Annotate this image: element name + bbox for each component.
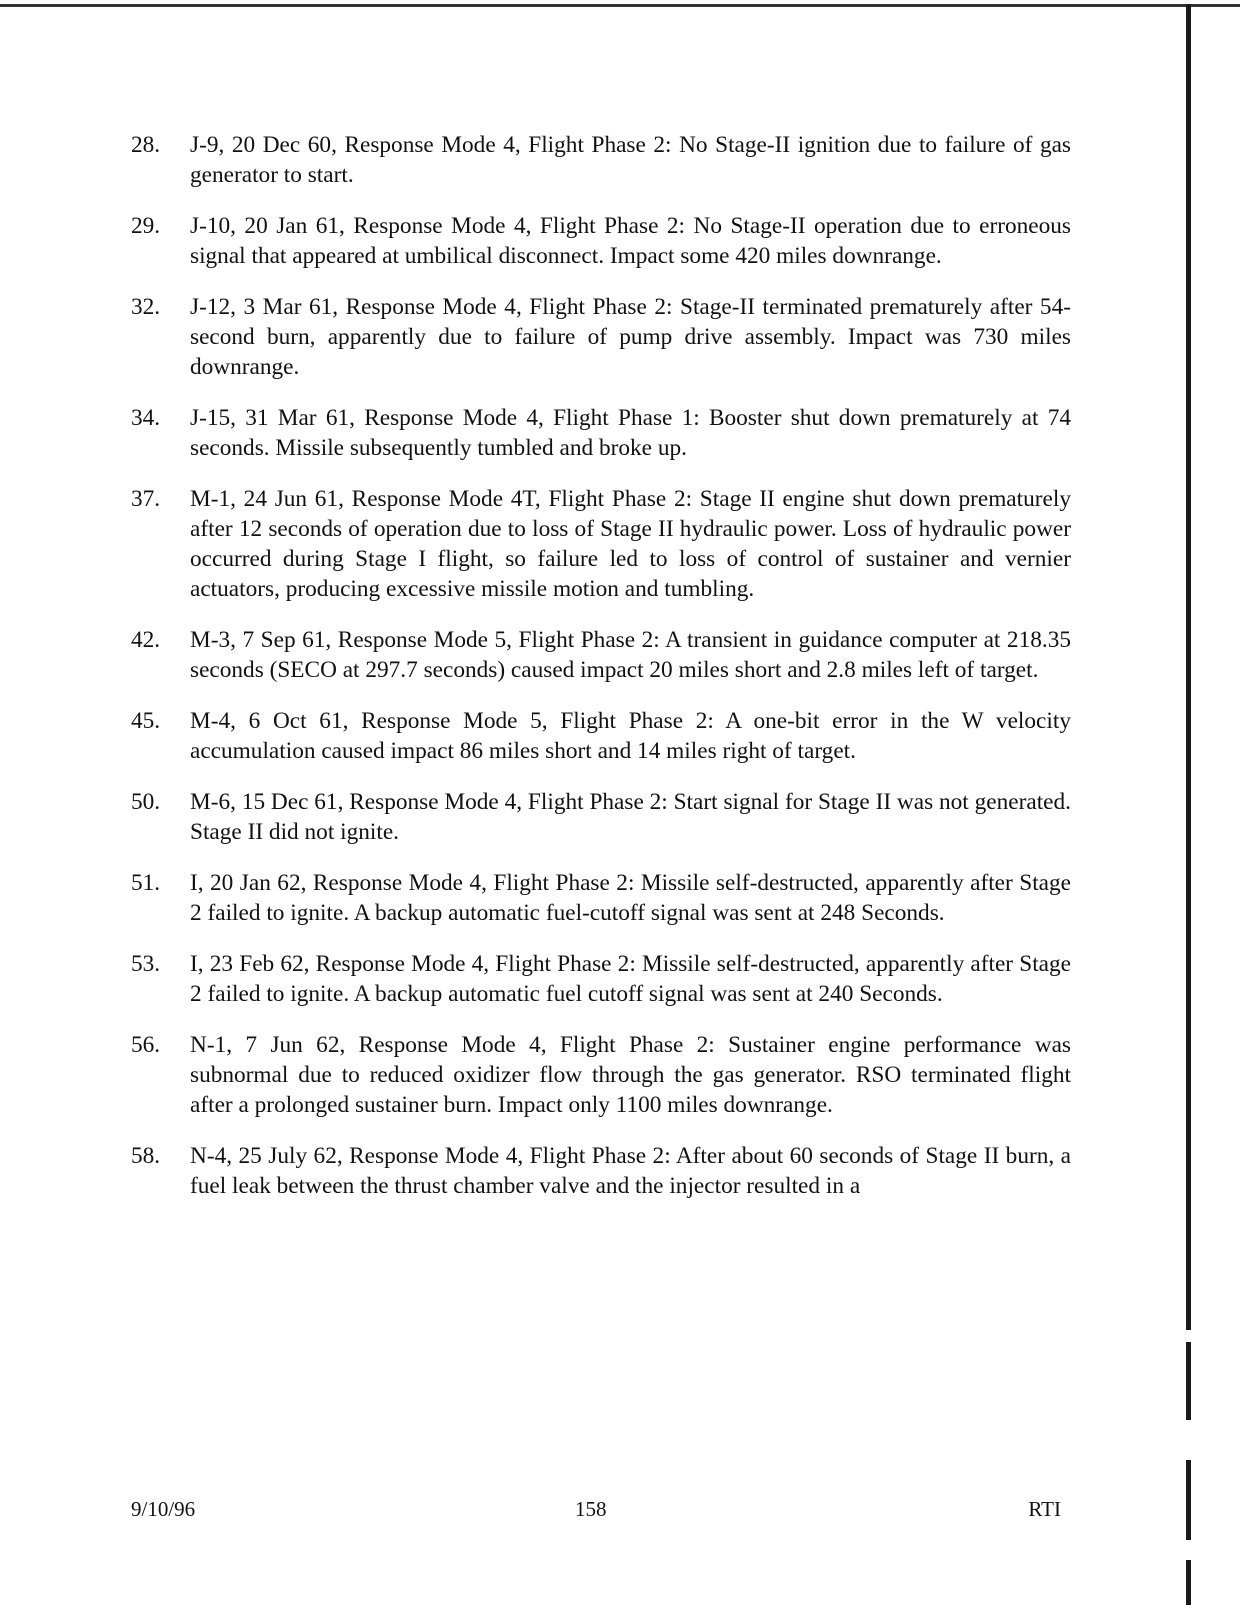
list-item [131,1030,1071,1120]
list-item [131,484,1071,604]
item-number: 53. [131,951,161,977]
item-number: 56. [131,1032,161,1058]
item-number: 58. [131,1143,161,1169]
list-item [131,706,1071,766]
page-footer [131,1494,1061,1524]
failure-list [131,130,1071,1222]
list-item [131,403,1071,463]
list-item [131,868,1071,928]
item-number: 32. [131,294,161,320]
item-number: 42. [131,627,161,653]
item-number: 45. [131,708,161,734]
list-item [131,211,1071,271]
item-text: M-6, 15 Dec 61, Response Mode 4, Flight Phase 2: Start signal for Stage II was not generated. Stage II did not ignite. [190,789,1071,845]
scan-edge-gap [1186,1540,1191,1560]
item-text: M-4, 6 Oct 61, Response Mode 5, Flight Phase 2: A one-bit error in the W velocity accumulation caused impact 86 miles short and 14 miles right of target. [190,708,1071,764]
item-number: 51. [131,870,161,896]
list-item [131,292,1071,382]
scan-edge-gap [1186,1420,1191,1460]
footer-organization: RTI [1028,1497,1061,1521]
item-number: 29. [131,213,161,239]
item-text: J-10, 20 Jan 61, Response Mode 4, Flight Phase 2: No Stage-II operation due to erroneous signal that appeared at umbilical disconnect. Impact some 420 miles downrange. [190,213,1071,269]
list-item [131,1141,1071,1201]
page-number: 158 [575,1497,607,1521]
item-text: I, 20 Jan 62, Response Mode 4, Flight Phase 2: Missile self-destructed, apparently after Stage 2 failed to ignite. A backup automatic fuel-cutoff signal was sent at 248 Seconds. [190,870,1071,926]
item-text: J-9, 20 Dec 60, Response Mode 4, Flight Phase 2: No Stage-II ignition due to failure of gas generator to start. [190,132,1071,188]
list-item [131,949,1071,1009]
item-text: N-1, 7 Jun 62, Response Mode 4, Flight Phase 2: Sustainer engine performance was subnormal due to reduced oxidizer flow through the gas generator. RSO terminated flight after a prolonged sustainer burn. Impact only 1100 miles downrange. [190,1032,1071,1118]
list-item [131,130,1071,190]
item-number: 34. [131,405,161,431]
item-text: M-1, 24 Jun 61, Response Mode 4T, Flight Phase 2: Stage II engine shut down prematurely after 12 seconds of operation due to loss of Stage II hydraulic power. Loss of hydraulic power occurred during Stage I flight, so failure led to loss of control of sustainer and vernier actuators, producing excessive missile motion and tumbling. [190,486,1071,602]
item-text: N-4, 25 July 62, Response Mode 4, Flight Phase 2: After about 60 seconds of Stage II burn, a fuel leak between the thrust chamber valve and the injector resulted in a [190,1143,1071,1199]
item-number: 28. [131,132,161,158]
list-item [131,625,1071,685]
item-text: J-12, 3 Mar 61, Response Mode 4, Flight Phase 2: Stage-II terminated prematurely after 54-second burn, apparently due to failure of pump drive assembly. Impact was 730 miles downrange. [190,294,1071,380]
list-item [131,787,1071,847]
footer-date: 9/10/96 [131,1497,196,1521]
item-number: 50. [131,789,161,815]
item-text: M-3, 7 Sep 61, Response Mode 5, Flight Phase 2: A transient in guidance computer at 218.35 seconds (SECO at 297.7 seconds) caused impact 20 miles short and 2.8 miles left of target. [190,627,1071,683]
item-number: 37. [131,486,161,512]
item-text: I, 23 Feb 62, Response Mode 4, Flight Phase 2: Missile self-destructed, apparently after Stage 2 failed to ignite. A backup automatic fuel cutoff signal was sent at 240 Seconds. [190,951,1071,1007]
item-text: J-15, 31 Mar 61, Response Mode 4, Flight Phase 1: Booster shut down prematurely at 74 seconds. Missile subsequently tumbled and broke up. [190,405,1071,461]
scan-right-edge [1186,4,1191,1605]
top-rule [0,4,1240,7]
scan-edge-gap [1186,1330,1191,1342]
